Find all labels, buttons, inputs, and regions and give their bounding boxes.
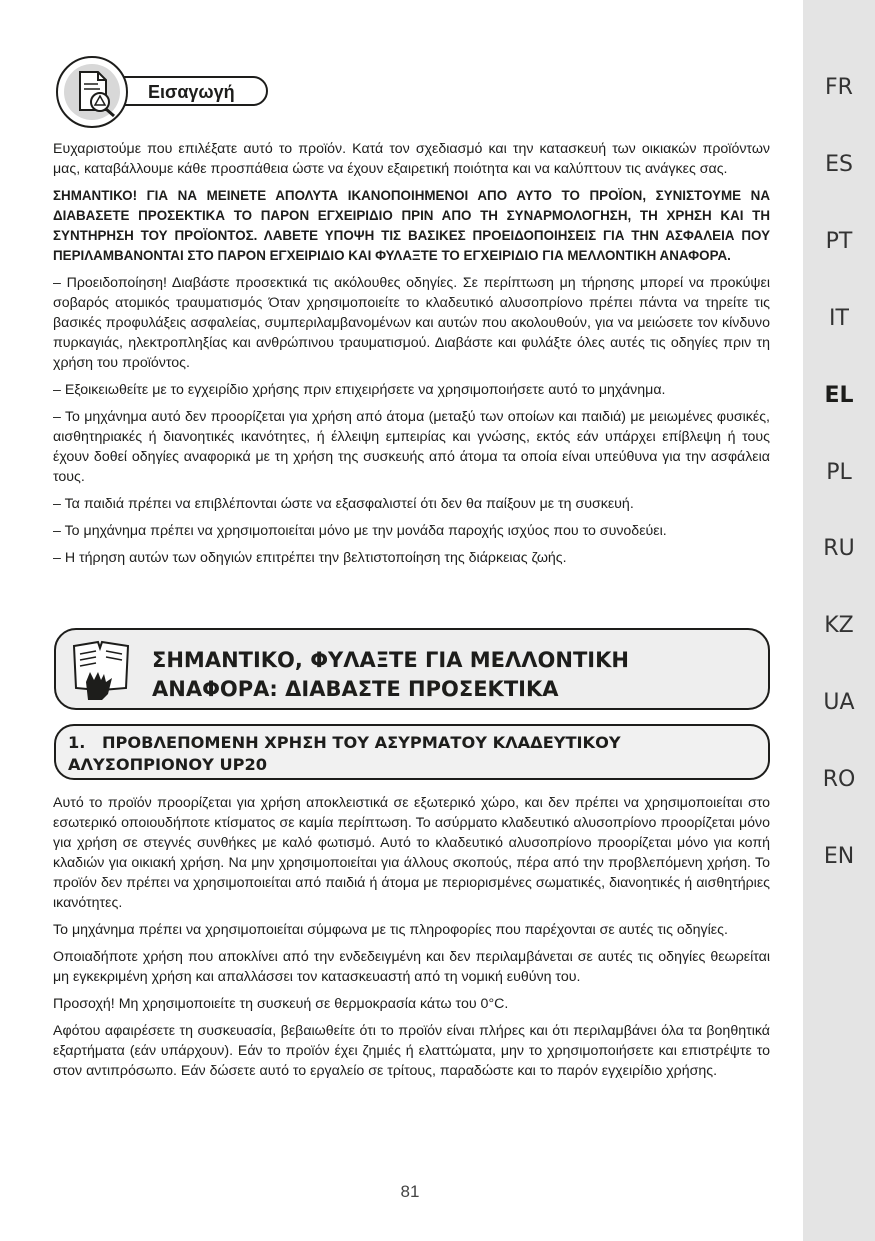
section-paragraph: Το μηχάνημα πρέπει να χρησιμοποιείται σύμφωνα με τις πληροφορίες που παρέχονται σε αυτές τις οδηγίες. [53,922,728,938]
intro-title: Εισαγωγή [148,82,235,102]
lang-it[interactable]: IT [829,306,849,331]
lang-pt[interactable]: PT [825,229,853,254]
lang-el[interactable]: EL [824,383,854,408]
section-paragraph: Αφότου αφαιρέσετε τη συσκευασία, βεβαιωθείτε ότι το προϊόν είναι πλήρες και ότι περιλαμβάνει όλα τα βοηθητικά εξαρτήματα (εάν υπάρχουν). Εάν το προϊόν έχει ζημιές ή ελαττώματα, μην το χρησιμοποιήσετε και επιστρέψτε το στον αντιπρόσωπο. Εάν δώσετε αυτό το εργαλείο σε τρίτους, παραδώστε και το παρόν εγχειρίδιο χρήσης. [53,1023,770,1079]
section-number: 1. [68,733,86,752]
important-banner [54,628,770,710]
intro-paragraph: Ευχαριστούμε που επιλέξατε αυτό το προϊόν. Κατά τον σχεδιασμό και την κατασκευή των οικιακών προϊόντων μας, καταβάλλουμε κάθε προσπάθεια ώστε να έχουν εξαιρετική ποιότητα και να καλύπτουν τις ανάγκες σας. [53,141,770,177]
list-item: – Η τήρηση αυτών των οδηγιών επιτρέπει την βελτιστοποίηση της διάρκειας ζωής. [53,550,567,566]
language-sidebar [803,0,875,1241]
important-title-line: ΑΝΑΦΟΡΑ: ΔΙΑΒΑΣΤΕ ΠΡΟΣΕΚΤΙΚΑ [152,677,559,701]
important-title-line: ΣΗΜΑΝΤΙΚΟ, ΦΥΛΑΞΤΕ ΓΙΑ ΜΕΛΛΟΝΤΙΚΗ [152,648,629,672]
important-notice: ΣΗΜΑΝΤΙΚΟ! ΓΙΑ ΝΑ ΜΕΙΝΕΤΕ ΑΠΟΛΥΤΑ ΙΚΑΝΟΠΟΙΗΜΕΝΟΙ ΑΠΟ ΑΥΤΟ ΤΟ ΠΡΟΪΟΝ, ΣΥΝΙΣΤΟΥΜΕ ΝΑ ΔΙΑΒΑΣΕΤΕ ΠΡΟΣΕΚΤΙΚΑ ΤΟ ΠΑΡΟΝ ΕΓΧΕΙΡΙΔΙΟ ΠΡΙΝ ΑΠΟ ΤΗ ΣΥΝΑΡΜΟΛΟΓΗΣΗ, ΤΗ ΧΡΗΣΗ ΚΑΙ ΤΗ ΣΥΝΤΗΡΗΣΗ ΤΟΥ ΠΡΟΪΟΝΤΟΣ. ΛΑΒΕΤΕ ΥΠΟΨΗ ΤΙΣ ΒΑΣΙΚΕΣ ΠΡΟΕΙΔΟΠΟΙΗΣΕΙΣ ΓΙΑ ΤΗΝ ΑΣΦΑΛΕΙΑ ΠΟΥ ΠΕΡΙΛΑΜΒΑΝΟΝΤΑΙ ΣΤΟ ΠΑΡΟΝ ΕΓΧΕΙΡΙΔΙΟ ΚΑΙ ΦΥΛΑΞΤΕ ΤΟ ΕΓΧΕΙΡΙΔΙΟ ΓΙΑ ΜΕΛΛΟΝΤΙΚΗ ΑΝΑΦΟΡΑ. [53,188,770,263]
important-title [152,646,712,704]
section-title [68,732,728,776]
lang-en[interactable]: EN [823,844,855,869]
list-item: – Τα παιδιά πρέπει να επιβλέπονται ώστε να εξασφαλιστεί ότι δεν θα παίξουν με τη συσκευή. [53,496,634,512]
read-manual-icon [68,638,134,702]
list-item: – Προειδοποίηση! Διαβάστε προσεκτικά τις ακόλουθες οδηγίες. Σε περίπτωση μη τήρησης μπορεί να προκύψει σοβαρός ατομικός τραυματισμός Όταν χρησιμοποιείτε το κλαδευτικό αλυσοπρίονο πρέπει πάντα να τηρείτε τις βασικές προφυλάξεις ασφαλείας, συμπεριλαμβανομένων και αυτών που ακολουθούν, για να μειώσετε τον κίνδυνο πυρκαγιάς, ηλεκτροπληξίας και ανθρώπινου τραυματισμού. Διαβάστε και φυλάξτε όλες αυτές τις οδηγίες πριν τη χρήση του προϊόντος. [53,275,770,371]
lang-ua[interactable]: UA [823,690,855,715]
list-item: – Εξοικειωθείτε με το εγχειρίδιο χρήσης πριν επιχειρήσετε να χρησιμοποιήσετε αυτό το μηχάνημα. [53,382,666,398]
lang-ru[interactable]: RU [823,536,855,561]
lang-fr[interactable]: FR [825,75,853,100]
lang-es[interactable]: ES [825,152,853,177]
section-title-line: ΠΡΟΒΛΕΠΟΜΕΝΗ ΧΡΗΣΗ ΤΟΥ ΑΣΥΡΜΑΤΟΥ ΚΛΑΔΕΥΤΙΚΟΥ [102,733,621,752]
section-1-heading [54,724,770,780]
section-title-line: ΑΛΥΣΟΠΡΙΟΝΟΥ UP20 [68,755,267,774]
document-warning-icon [56,56,128,128]
lang-pl[interactable]: PL [826,460,852,485]
page-number: 81 [400,1182,420,1201]
section-1-body [53,793,770,1088]
list-item: – Το μηχάνημα πρέπει να χρησιμοποιείται μόνο με την μονάδα παροχής ισχύος που το συνοδεύει. [53,523,667,539]
section-paragraph: Προσοχή! Μη χρησιμοποιείτε τη συσκευή σε θερμοκρασία κάτω του 0°C. [53,996,509,1012]
section-paragraph: Οποιαδήποτε χρήση που αποκλίνει από την ενδεδειγμένη και δεν περιλαμβάνεται σε αυτές τις οδηγίες θεωρείται μη εγκεκριμένη χρήση και απαλλάσσει τον κατασκευαστή από τη νομική ευθύνη του. [53,949,770,985]
lang-kz[interactable]: KZ [824,613,854,638]
lang-ro[interactable]: RO [822,767,856,792]
list-item: – Το μηχάνημα αυτό δεν προορίζεται για χρήση από άτομα (μεταξύ των οποίων και παιδιά) με μειωμένες φυσικές, αισθητηριακές ή διανοητικές ικανότητες, ή έλλειψη εμπειρίας και γνώσης, εκτός εάν υπάρχει επίβλεψη ή τους έχουν δοθεί οδηγίες αναφορικά με τη χρήση της συσκευής από άτομα τα οποία είναι υπεύθυνα για την ασφάλεια τους. [53,409,770,485]
section-paragraph: Αυτό το προϊόν προορίζεται για χρήση αποκλειστικά σε εξωτερικό χώρο, και δεν πρέπει να χρησιμοποιείται στο εσωτερικό οποιουδήποτε κτίσματος σε καμία περίπτωση. Το ασύρματο κλαδευτικό αλυσοπρίονο προορίζεται μόνο για χρήση σε στεγνές συνθήκες με καλό φωτισμό. Αυτό το κλαδευτικό αλυσοπρίονο προορίζεται μόνο για κοπή κλαδιών για οικιακή χρήση. Να μην χρησιμοποιείται για άλλους σκοπούς, πέρα από την προβλεπόμενη χρήση. Το προϊόν δεν πρέπει να χρησιμοποιείται από παιδιά ή άτομα με περιορισμένες σωματικές, διανοητικές ή αισθητήριες ικανότητες. [53,795,770,911]
intro-body [53,139,770,575]
